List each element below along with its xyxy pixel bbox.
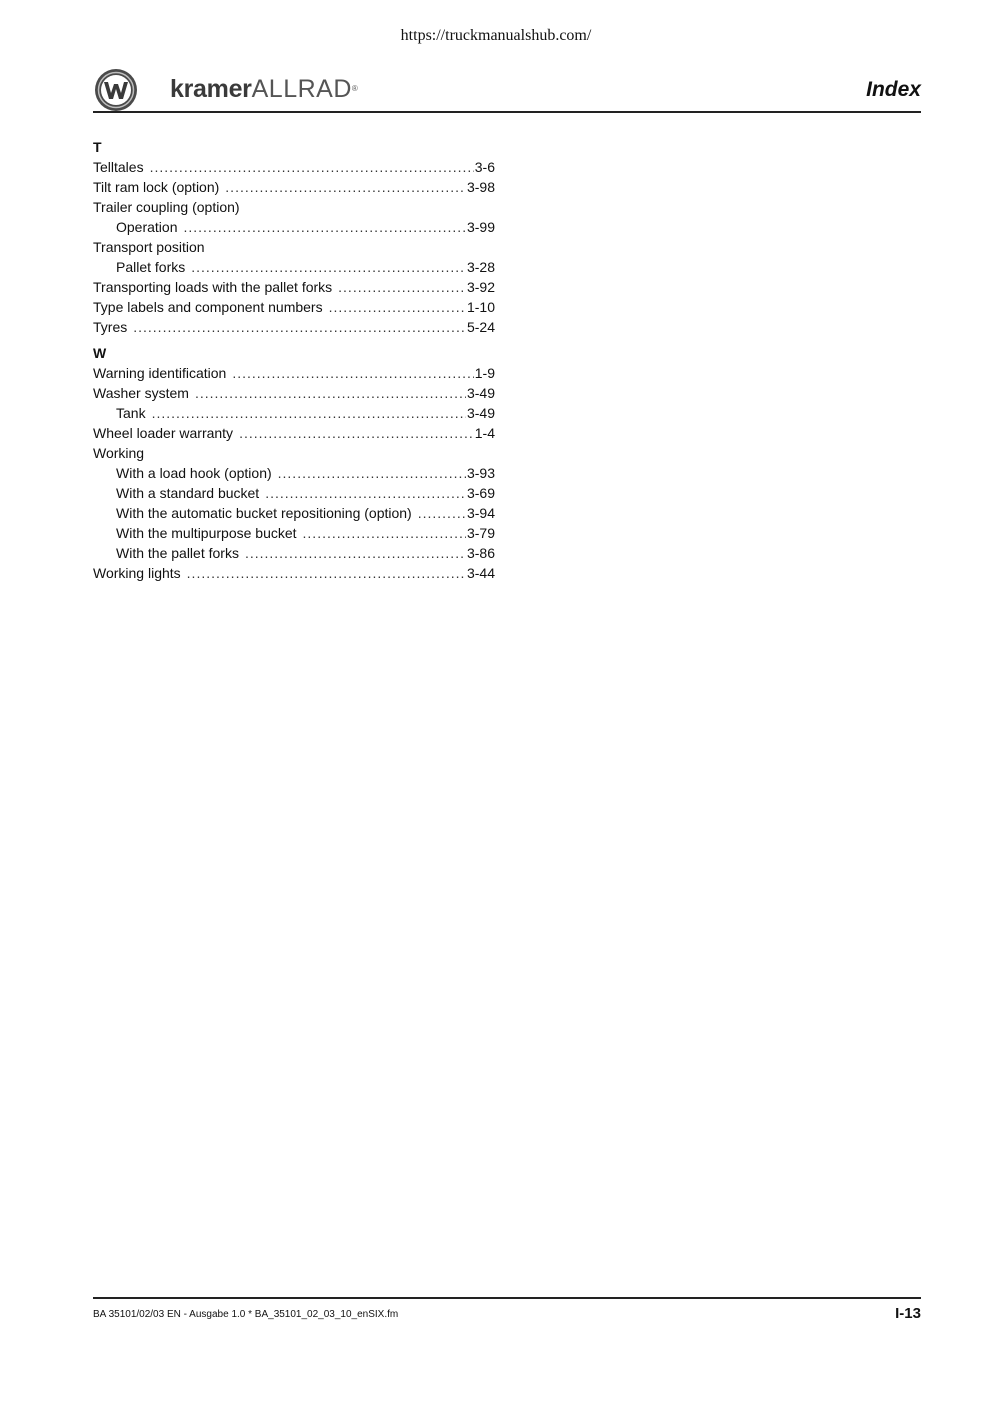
page-ref: 1-9 — [474, 365, 495, 381]
page-ref: 1-4 — [474, 425, 495, 441]
dot-leader — [152, 403, 466, 423]
dot-leader — [195, 383, 466, 403]
index-heading: Working — [93, 445, 145, 461]
index-heading: Trailer coupling (option) — [93, 199, 240, 215]
header-divider — [93, 111, 921, 113]
kramer-logo-icon — [94, 68, 138, 112]
dot-leader — [150, 157, 474, 177]
index-subentry: Operation ..... 3-99 — [93, 217, 495, 237]
dot-leader — [338, 277, 466, 297]
footer-divider — [93, 1297, 921, 1299]
page-ref: 3-98 — [466, 179, 495, 195]
page-ref: 1-10 — [466, 299, 495, 315]
page-title: Index — [866, 78, 921, 101]
index-entry: Tyres ..... 5-24 — [93, 317, 495, 337]
index-entry: Transporting loads with the pallet forks ..... 3-92 — [93, 277, 495, 297]
index-entry: Washer system ..... 3-49 — [93, 383, 495, 403]
index-entry: Working lights ..... 3-44 — [93, 563, 495, 583]
dot-leader — [265, 483, 466, 503]
dot-leader — [418, 503, 466, 523]
index-heading: Transport position — [93, 239, 205, 255]
dot-leader — [278, 463, 466, 483]
index-subentry: With the pallet forks ..... 3-86 — [93, 543, 495, 563]
registered-mark: ® — [351, 84, 358, 93]
index-subentry: Tank ..... 3-49 — [93, 403, 495, 423]
brand-name-bold: kramer — [170, 75, 252, 103]
index-subentry: Pallet forks ..... 3-28 — [93, 257, 495, 277]
page-ref: 3-94 — [466, 505, 495, 521]
index-subentry: With the multipurpose bucket ..... 3-79 — [93, 523, 495, 543]
index-subentry: With the automatic bucket repositioning (option) ..... 3-94 — [93, 503, 495, 523]
page-number: I-13 — [895, 1305, 921, 1322]
index-entry: Wheel loader warranty ..... 1-4 — [93, 423, 495, 443]
page-ref: 3-92 — [466, 279, 495, 295]
index-list — [93, 137, 495, 583]
section-letter-t: T — [93, 139, 102, 155]
dot-leader — [232, 363, 473, 383]
dot-leader — [239, 423, 474, 443]
page-ref: 3-44 — [466, 565, 495, 581]
index-subentry: With a load hook (option) ..... 3-93 — [93, 463, 495, 483]
index-entry: Tilt ram lock (option) ..... 3-98 — [93, 177, 495, 197]
dot-leader — [303, 523, 466, 543]
dot-leader — [245, 543, 466, 563]
page-ref: 3-49 — [466, 405, 495, 421]
page-ref: 3-69 — [466, 485, 495, 501]
index-entry: Telltales ..... 3-6 — [93, 157, 495, 177]
dot-leader — [133, 317, 466, 337]
section-letter-w: W — [93, 345, 107, 361]
page-ref: 3-99 — [466, 219, 495, 235]
dot-leader — [225, 177, 466, 197]
dot-leader — [187, 563, 466, 583]
index-subentry: With a standard bucket ..... 3-69 — [93, 483, 495, 503]
page-ref: 3-28 — [466, 259, 495, 275]
index-entry: Type labels and component numbers ..... 1-10 — [93, 297, 495, 317]
page-ref: 5-24 — [466, 319, 495, 335]
page-ref: 3-86 — [466, 545, 495, 561]
index-entry: Warning identification ..... 1-9 — [93, 363, 495, 383]
page-ref: 3-6 — [474, 159, 495, 175]
page-ref: 3-93 — [466, 465, 495, 481]
page-ref: 3-49 — [466, 385, 495, 401]
brand-name-light: ALLRAD — [251, 75, 352, 103]
source-url[interactable]: https://truckmanualshub.com/ — [400, 27, 592, 44]
dot-leader — [329, 297, 466, 317]
document-info: BA 35101/02/03 EN - Ausgabe 1.0 * BA_35101_02_03_10_enSIX.fm — [93, 1309, 399, 1320]
page-ref: 3-79 — [466, 525, 495, 541]
dot-leader — [183, 217, 465, 237]
brand-wordmark — [170, 74, 357, 104]
dot-leader — [191, 257, 466, 277]
